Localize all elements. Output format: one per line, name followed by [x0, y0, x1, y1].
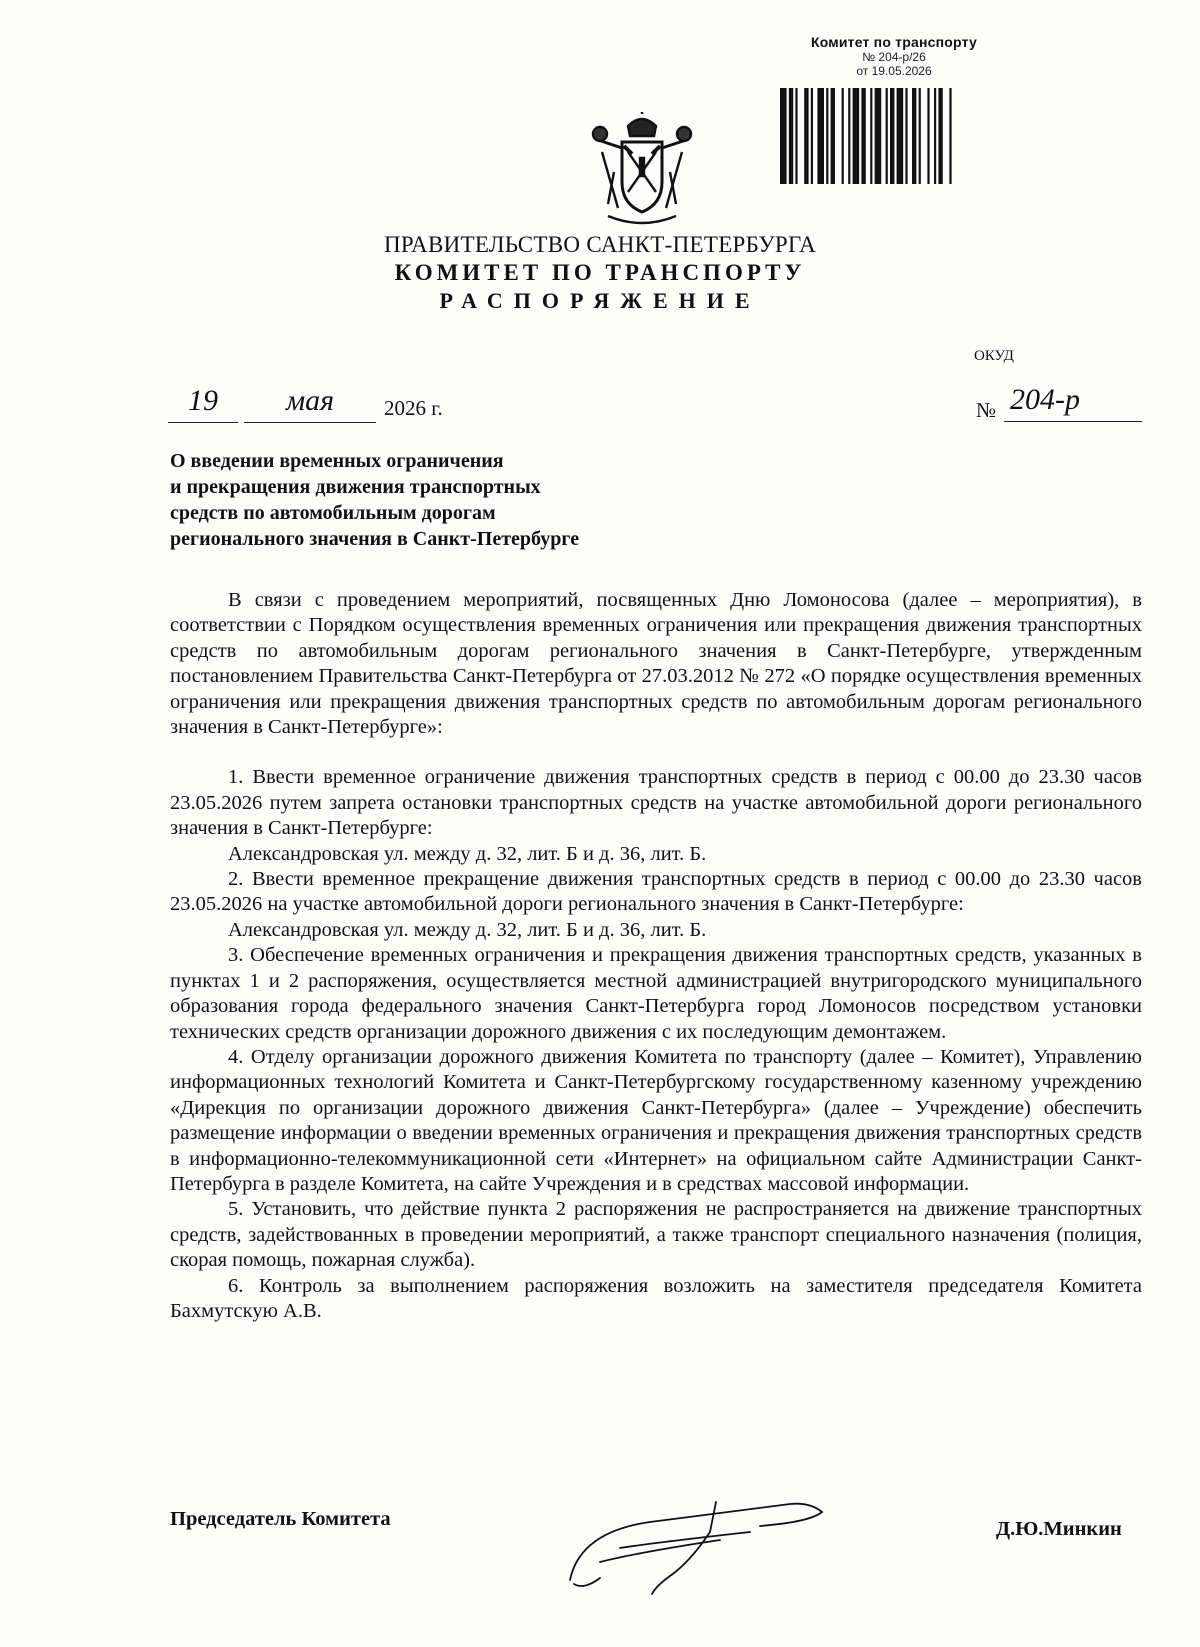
stamp-organization: Комитет по транспорту [811, 34, 977, 50]
barcode-bar [934, 88, 936, 184]
item-4: 4. Отделу организации дорожного движения Комитета по транспорту (далее – Комитет), Управлению информационных технологий Комитета и Санкт-Петербургскому государственному казенному учреждению «Дирекция по организации дорожного движения Санкт-Петербурга» (далее – Учреждение) обеспечить размещение информации о введении временных ограничения и прекращения движения транспортных средств в информационно-телекоммуникационной сети «Интернет» на официальном сайте Администрации Санкт-Петербурга в разделе Комитета, на сайте Учреждения и в средствах массовой информации. [170, 1045, 1142, 1195]
title-line: и прекращения движения транспортных [170, 476, 541, 498]
document-number: 204-р [1004, 380, 1142, 422]
okud-label: ОКУД [974, 348, 1014, 364]
barcode-bar [938, 88, 942, 184]
barcode-bar [875, 88, 882, 184]
handwritten-signature-icon [560, 1492, 830, 1612]
barcode-bar [861, 88, 865, 184]
document-type: РАСПОРЯЖЕНИЕ [439, 288, 761, 313]
barcode-bar [795, 88, 797, 184]
date-day: 19 [168, 382, 238, 423]
title-line: регионального значения в Санкт-Петербурге [170, 528, 580, 550]
government-name: ПРАВИТЕЛЬСТВО САНКТ-ПЕТЕРБУРГА [383, 232, 817, 257]
barcode-bar [897, 88, 904, 184]
barcode-bar [811, 88, 813, 184]
item-6: 6. Контроль за выполнением распоряжения возложить на заместителя председателя Комитета Бахмутскую А.В. [170, 1274, 1142, 1322]
barcode-bar [853, 88, 860, 184]
barcode-bar [886, 88, 888, 184]
barcode-bar [780, 88, 787, 184]
barcode-bar [826, 88, 828, 184]
barcode-bar [949, 88, 951, 184]
item-5: 5. Установить, что действие пункта 2 распоряжения не распространяется на движение транспортных средств, задействованных в проведении мероприятий, а также транспорт специального назначения (полиция, скорая помощь, пожарная служба). [170, 1198, 1142, 1272]
item-1: 1. Ввести временное ограничение движения транспортных средств в период с 00.00 до 23.30 часов 23.05.2026 путем запрета остановки транспортных средств на участке автомобильной дороги регионального значения в Санкт-Петербурге: [170, 766, 1142, 840]
barcode-bar [848, 88, 850, 184]
barcode-bar [789, 88, 793, 184]
date-year: 2026 г. [384, 396, 443, 420]
barcode-bar [905, 88, 907, 184]
number-sign: № [976, 398, 997, 422]
title-line: средств по автомобильным дорогам [170, 502, 496, 524]
coat-of-arms-icon [588, 112, 696, 228]
committee-name: КОМИТЕТ ПО ТРАНСПОРТУ [394, 260, 806, 285]
item-1-address: Александровская ул. между д. 32, лит. Б и д. 36, лит. Б. [228, 842, 707, 865]
barcode-bar [870, 88, 872, 184]
stamp-date: от 19.05.2026 [856, 64, 932, 78]
registration-stamp [784, 34, 1004, 78]
signatory-title: Председатель Комитета [170, 1508, 391, 1530]
barcode-bar [817, 88, 824, 184]
barcode-bar [927, 88, 929, 184]
item-2: 2. Ввести временное прекращение движения транспортных средств в период с 00.00 до 23.30 часов 23.05.2026 на участке автомобильной дороги регионального значения в Санкт-Петербурге: [170, 868, 1142, 916]
stamp-number: № 204-р/26 [862, 50, 926, 64]
document-body [170, 588, 1142, 1324]
barcode-bar [842, 88, 844, 184]
document-title [170, 448, 730, 552]
item-2-address: Александровская ул. между д. 32, лит. Б и д. 36, лит. Б. [228, 918, 707, 941]
barcode-bar [912, 88, 916, 184]
barcode-icon [780, 88, 1008, 184]
item-3: 3. Обеспечение временных ограничения и прекращения движения транспортных средств, указанных в пунктах 1 и 2 распоряжения, осуществляется местной администрацией внутригородского муниципального образования города федерального значения Санкт-Петербурга город Ломоносов посредством установки технических средств организации дорожного движения с их последующим демонтажем. [170, 944, 1142, 1043]
barcode-bar [890, 88, 894, 184]
preamble-paragraph: В связи с проведением мероприятий, посвященных Дню Ломоносова (далее – мероприятия), в соответствии с Порядком осуществления временных ограничения или прекращения движения транспортных средств по автомобильным дорогам регионального значения в Санкт-Петербурге, утвержденным постановлением Правительства Санкт-Петербурга от 27.03.2012 № 272 «О порядке осуществления временных ограничения или прекращения движения транспортных средств по автомобильным дорогам регионального значения в Санкт-Петербурге»: [170, 589, 1142, 739]
date-month: мая [244, 382, 376, 423]
barcode-bar [804, 88, 808, 184]
barcode-bar [919, 88, 921, 184]
signatory-name: Д.Ю.Минкин [996, 1518, 1122, 1540]
barcode-bar [831, 88, 835, 184]
title-line: О введении временных ограничения [170, 450, 504, 472]
